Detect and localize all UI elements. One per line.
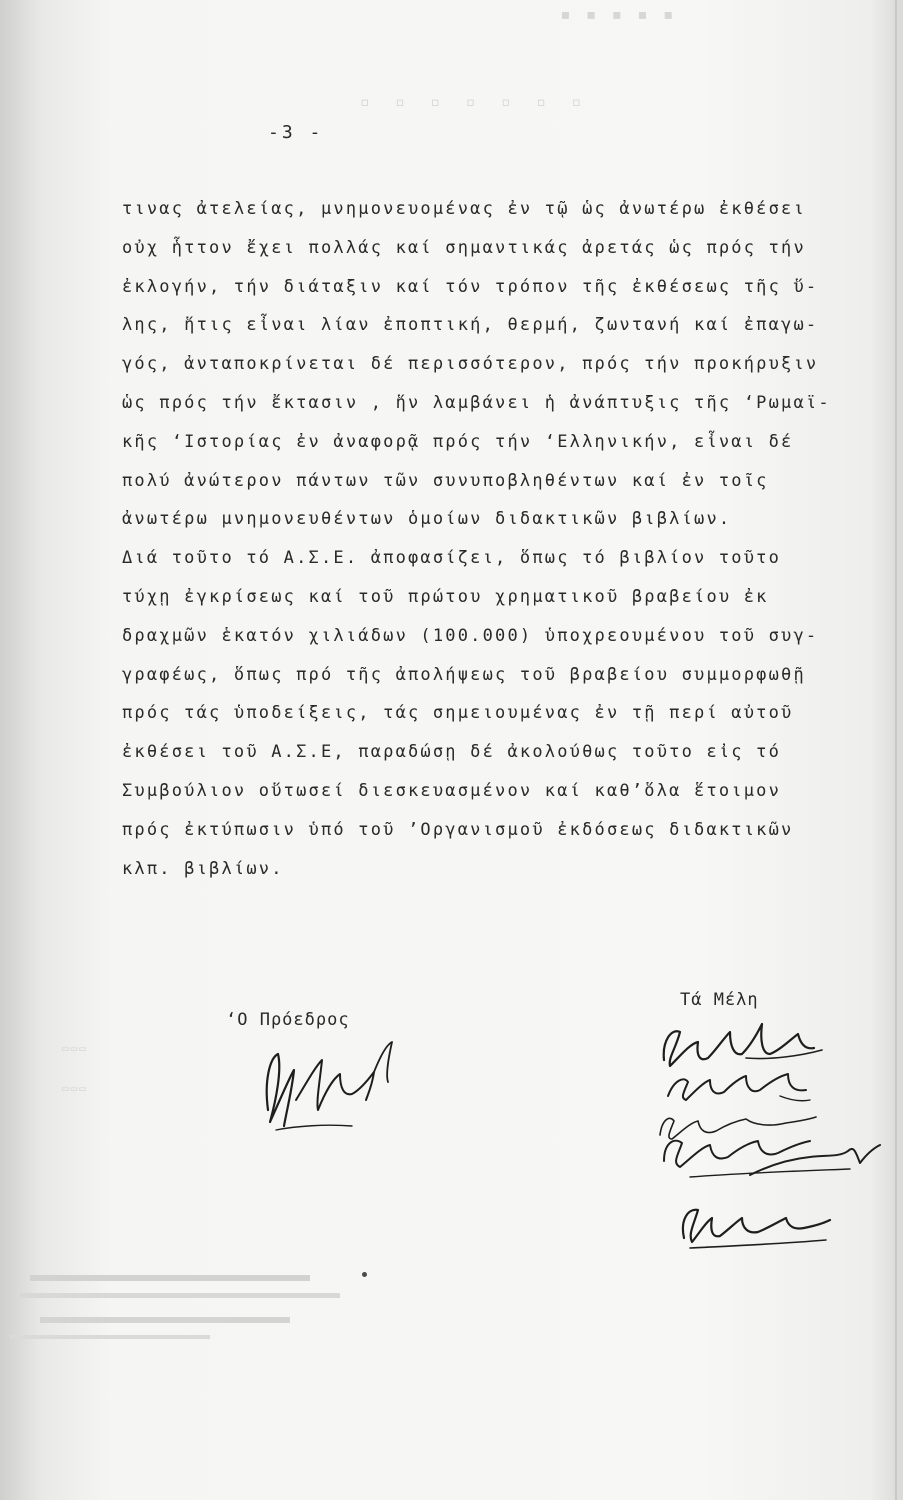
page-edge: [895, 0, 897, 1500]
member-signature-3: [650, 1105, 890, 1185]
body-line: ἀνωτέρω μνημονευθέντων ὁμοίων διδακτικῶν βιβλίων.: [122, 509, 732, 530]
body-line: τύχῃ ἐγκρίσεως καί τοῦ πρώτου χρηματικοῦ βραβείου ἐκ: [122, 586, 769, 607]
bleed-through-text: ▪ ▪ ▪ ▪ ▪: [560, 4, 676, 25]
bleed-through-text: ▫ ▫ ▫ ▫ ▫ ▫ ▫: [360, 92, 590, 111]
body-line: κλπ. βιβλίων.: [122, 858, 284, 879]
body-line: πρός τάς ὑποδείξεις, τάς σημειουμένας ἐν τῇ περί αὐτοῦ: [122, 703, 794, 724]
body-line: ἐκθέσει τοῦ Α.Σ.Ε, παραδώσῃ δέ ἀκολούθως τοῦτο εἰς τό: [122, 742, 782, 763]
bleed-through-mark: ▭▭▭: [62, 1082, 88, 1095]
body-line: πρός ἐκτύπωσιν ὑπό τοῦ ’Οργανισμοῦ ἐκδόσεως διδακτικῶν: [122, 819, 794, 840]
body-line: ἐκλογήν, τήν διάταξιν καί τόν τρόπον τῆς ἐκθέσεως τῆς ὕ-: [122, 276, 819, 297]
body-line: γός, ἀνταποκρίνεται δέ περισσότερον, πρός τήν προκήρυξιν: [122, 354, 819, 375]
bleed-through-mark: ▭▭▭: [62, 1042, 88, 1055]
page-number: -3 -: [268, 122, 324, 143]
members-label: Τά Μέλη: [680, 990, 759, 1010]
body-line: ὡς πρός τήν ἔκτασιν , ἥν λαμβάνει ἡ ἀνάπτυξις τῆς ‘Ρωμαϊ-: [122, 392, 831, 413]
body-line: δραχμῶν ἑκατόν χιλιάδων (100.000) ὑποχρεουμένου τοῦ συγ-: [122, 625, 819, 646]
body-text: [122, 190, 862, 888]
president-signature: [256, 1030, 406, 1140]
body-line: τινας ἀτελείας, μνημονευομένας ἐν τῷ ὡς ἀνωτέρω ἐκθέσει: [122, 199, 806, 219]
member-signature-2: [660, 1060, 820, 1110]
body-line: κῆς ‘Ιστορίας ἐν ἀναφορᾷ πρός τήν ‘Ελληνικήν, εἶναι δέ: [122, 431, 794, 452]
ink-speck: [362, 1272, 367, 1277]
body-line: γραφέως, ὅπως πρό τῆς ἀπολήψεως τοῦ βραβείου συμμορφωθῇ: [122, 664, 806, 685]
faint-stamp-marks: [0, 1255, 903, 1375]
body-line: Συμβούλιον οὕτωσεί διεσκευασμένον καί καθ’ὅλα ἕτοιμον: [122, 780, 782, 801]
member-signature-4: [670, 1198, 840, 1258]
body-line: Διά τοῦτο τό Α.Σ.Ε. ἀποφασίζει, ὅπως τό βιβλίον τοῦτο: [122, 548, 782, 569]
body-line: λης, ἥτις εἶναι λίαν ἐποπτική, θερμή, ζωντανή καί ἐπαγω-: [122, 315, 819, 336]
body-line: πολύ ἀνώτερον πάντων τῶν συνυποβληθέντων καί ἐν τοῖς: [122, 470, 769, 491]
body-line: οὐχ ἧττον ἔχει πολλάς καί σημαντικάς ἀρετάς ὡς πρός τήν: [122, 237, 806, 258]
president-label: ‘Ο Πρόεδρος: [226, 1010, 350, 1030]
